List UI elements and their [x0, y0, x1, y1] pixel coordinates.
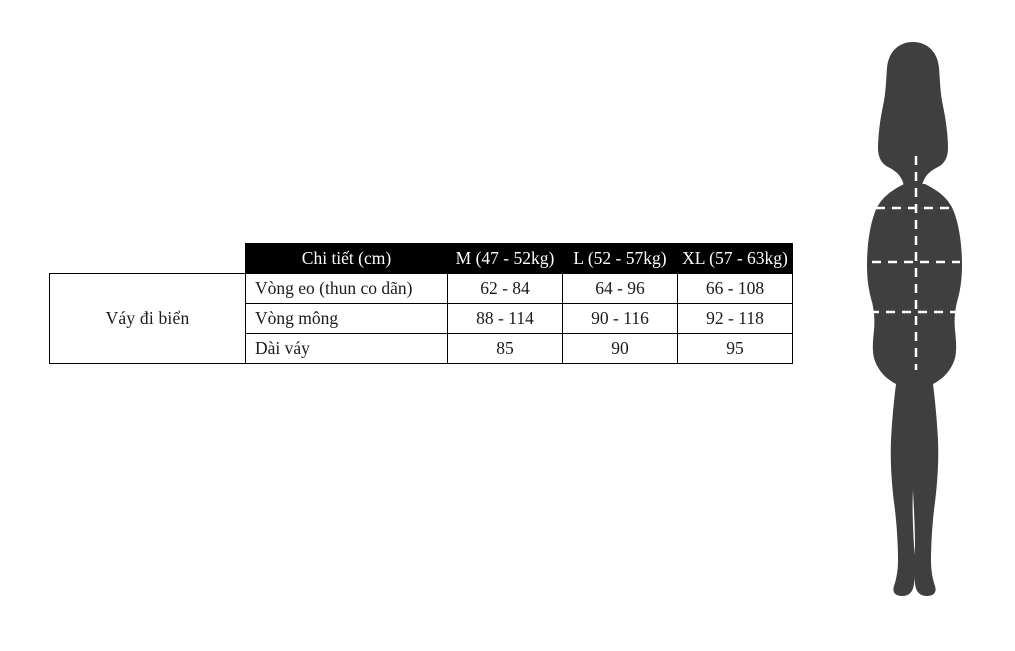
- size-chart-table: [49, 243, 793, 364]
- column-header-size-xl: XL (57 - 63kg): [678, 244, 793, 274]
- row-label-hip: Vòng mông: [246, 304, 448, 334]
- cell-waist-m: 62 - 84: [448, 274, 563, 304]
- column-header-size-m: M (47 - 52kg): [448, 244, 563, 274]
- cell-waist-l: 64 - 96: [563, 274, 678, 304]
- table-header-row: [50, 244, 793, 274]
- cell-hip-xl: 92 - 118: [678, 304, 793, 334]
- table-row: [50, 274, 793, 304]
- cell-hip-l: 90 - 116: [563, 304, 678, 334]
- cell-waist-xl: 66 - 108: [678, 274, 793, 304]
- cell-hip-m: 88 - 114: [448, 304, 563, 334]
- column-header-detail: Chi tiết (cm): [246, 244, 448, 274]
- row-label-length: Dài váy: [246, 334, 448, 364]
- product-name-cell: Váy đi biển: [50, 274, 246, 364]
- cell-length-l: 90: [563, 334, 678, 364]
- cell-length-m: 85: [448, 334, 563, 364]
- table-corner-spacer: [50, 244, 246, 274]
- row-label-waist: Vòng eo (thun co dãn): [246, 274, 448, 304]
- cell-length-xl: 95: [678, 334, 793, 364]
- female-body-silhouette-shape: [867, 42, 962, 596]
- column-header-size-l: L (52 - 57kg): [563, 244, 678, 274]
- body-figure: [838, 40, 988, 600]
